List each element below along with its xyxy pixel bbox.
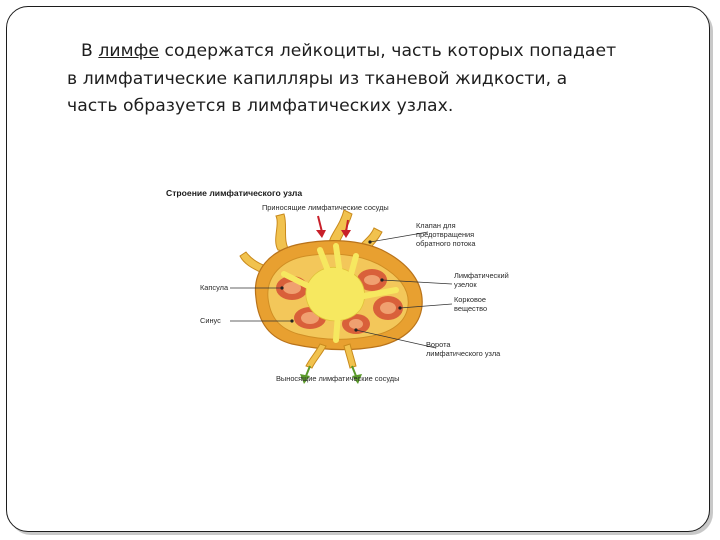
leader-dot-nodule: [380, 278, 383, 281]
leader-dot-cortex: [398, 306, 401, 309]
nodule-5-center: [349, 319, 363, 329]
label-nodule-2: узелок: [454, 280, 477, 289]
label-efferent-vessels: Выносящие лимфатические сосуды: [276, 374, 400, 383]
text-line-3: часть образуется в лимфатических узлах.: [67, 96, 454, 116]
afferent-arrowhead-1: [316, 230, 326, 238]
medulla-shape: [306, 267, 365, 320]
afferent-arrow-1: [318, 216, 322, 232]
nodule-4-center: [380, 302, 396, 314]
label-sinus: Синус: [200, 316, 221, 325]
label-valve-3: обратного потока: [416, 239, 476, 248]
text-line-2: в лимфатические капилляры из тканевой жидкости, а: [67, 68, 568, 89]
label-hilum-1: Ворота: [426, 340, 451, 349]
label-afferent-vessels: Приносящие лимфатические сосуды: [262, 203, 389, 212]
leader-dot-sinus: [290, 319, 293, 322]
afferent-vessel-left: [276, 214, 290, 252]
lymph-link[interactable]: лимфе: [98, 41, 160, 61]
label-capsule: Капсула: [200, 283, 229, 292]
leader-dot-capsule: [280, 286, 283, 289]
nodule-3-center: [364, 275, 380, 285]
label-hilum-2: лимфатического узла: [426, 349, 501, 358]
label-nodule-1: Лимфатический: [454, 271, 509, 280]
slide-body-text: [67, 38, 677, 121]
text-prefix: В: [81, 41, 99, 61]
label-valve-1: Клапан для: [416, 221, 456, 230]
text-line-1: [67, 38, 677, 66]
label-cortex-1: Корковое: [454, 295, 487, 304]
label-valve-2: предотвращения: [416, 230, 475, 239]
lymph-node-svg: [160, 180, 530, 390]
diagram-title: Строение лимфатического узла: [166, 188, 303, 198]
label-cortex-2: вещество: [454, 304, 488, 313]
lymph-node-diagram: [160, 180, 530, 390]
text-suffix: содержатся лейкоциты, часть которых попадает: [159, 41, 617, 61]
leader-dot-valve: [368, 240, 371, 243]
leader-dot-hilum: [354, 328, 357, 331]
